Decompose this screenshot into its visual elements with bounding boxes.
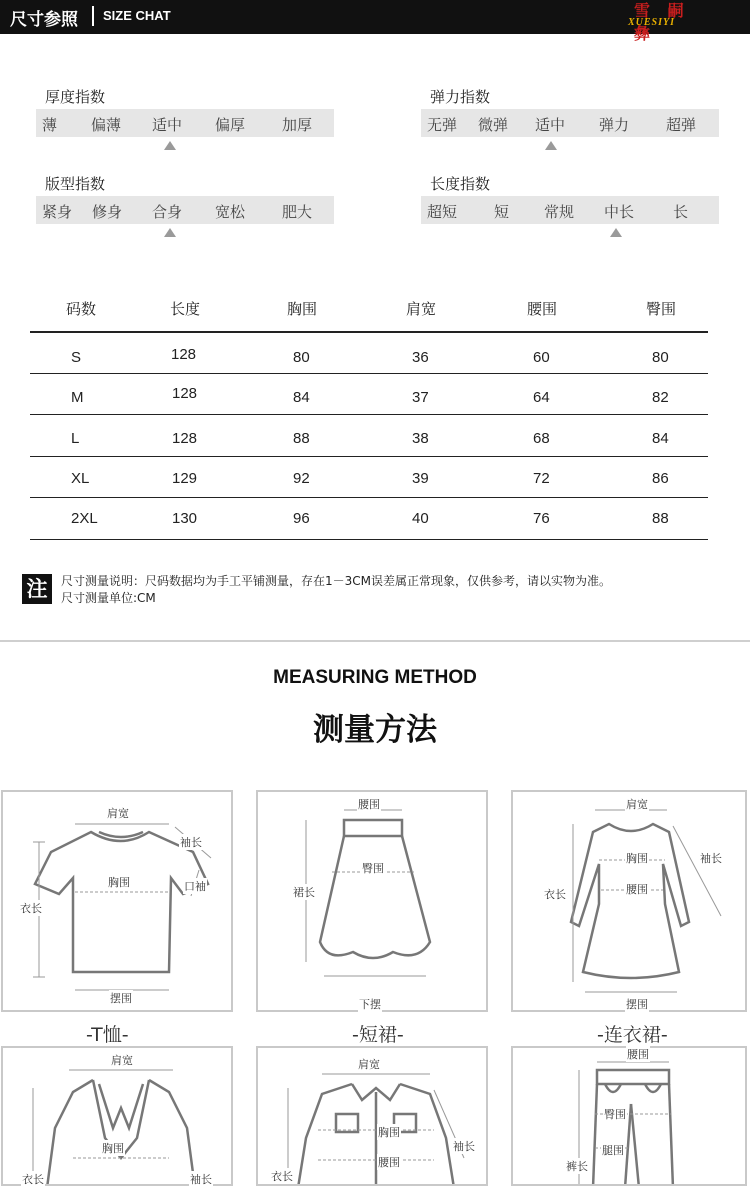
blazer-diagram-panel xyxy=(1,1046,233,1186)
trousers-diagram-panel xyxy=(511,1046,747,1186)
measure-label: 袖长 xyxy=(453,1140,475,1153)
table-cell: 128 xyxy=(172,430,198,447)
note-line-1: 尺寸测量说明：尺码数据均为手工平铺测量，存在1－3CM误差属正常现象，仅供参考，请以实物为准。 xyxy=(61,574,612,588)
table-cell: 36 xyxy=(412,349,429,366)
table-cell: XL xyxy=(71,470,90,487)
blazer-diagram-icon xyxy=(3,1048,231,1184)
measure-label: 胸围 xyxy=(378,1126,400,1139)
tshirt-caption: -T恤- xyxy=(86,1024,129,1046)
table-cell: 86 xyxy=(652,470,669,487)
fit-option: 修身 xyxy=(92,203,123,221)
thickness-option: 加厚 xyxy=(282,116,313,134)
measure-label: 胸围 xyxy=(626,852,648,865)
table-header-rule xyxy=(30,331,708,333)
measure-label: 口袖 xyxy=(184,880,206,893)
length-index-bar xyxy=(421,196,719,224)
table-cell: 96 xyxy=(293,510,310,527)
table-cell: 2XL xyxy=(71,510,98,527)
table-cell: 68 xyxy=(533,430,550,447)
measure-label: 衣长 xyxy=(544,888,566,901)
title-divider xyxy=(92,6,94,26)
table-cell: 39 xyxy=(412,470,429,487)
table-cell: 40 xyxy=(412,510,429,527)
measure-label: 腰围 xyxy=(378,1156,400,1169)
elasticity-index-title: 弹力指数 xyxy=(430,88,491,106)
tshirt-diagram-panel xyxy=(1,790,233,1012)
dress-diagram-panel xyxy=(511,790,747,1012)
measure-label: 腿围 xyxy=(602,1144,624,1157)
section-divider xyxy=(0,640,750,642)
thickness-option: 偏厚 xyxy=(215,116,246,134)
measure-label: 下摆 xyxy=(359,998,381,1011)
table-row-rule xyxy=(30,539,708,540)
table-cell: 128 xyxy=(171,346,197,363)
fit-index-bar xyxy=(36,196,334,224)
measure-label: 胸围 xyxy=(108,876,130,889)
table-cell: 84 xyxy=(652,430,669,447)
selected-marker-icon xyxy=(164,228,176,237)
length-option: 短 xyxy=(494,203,510,221)
fit-index-title: 版型指数 xyxy=(45,175,106,193)
table-cell: 88 xyxy=(293,430,310,447)
elasticity-option: 无弹 xyxy=(427,116,458,134)
elasticity-index-bar xyxy=(421,109,719,137)
thickness-option: 适中 xyxy=(152,116,183,134)
shirt-diagram-panel xyxy=(256,1046,488,1186)
table-cell: S xyxy=(71,349,82,366)
elasticity-option: 适中 xyxy=(535,116,566,134)
table-header: 臀围 xyxy=(646,300,677,318)
size-chart-subtitle: SIZE CHAT xyxy=(103,8,171,23)
measure-label: 胸围 xyxy=(102,1142,124,1155)
elasticity-option: 微弹 xyxy=(478,116,509,134)
trousers-diagram-icon xyxy=(513,1048,745,1184)
measure-label: 腰围 xyxy=(358,798,380,811)
thickness-option: 薄 xyxy=(42,116,58,134)
selected-marker-icon xyxy=(164,141,176,150)
table-cell: 64 xyxy=(533,389,550,406)
skirt-caption: -短裙- xyxy=(352,1024,404,1046)
measuring-method-title: MEASURING METHOD xyxy=(273,667,477,688)
selected-marker-icon xyxy=(610,228,622,237)
table-cell: 80 xyxy=(293,349,310,366)
table-cell: M xyxy=(71,389,84,406)
table-cell: 130 xyxy=(172,510,198,527)
table-row-rule xyxy=(30,497,708,498)
measure-label: 衣长 xyxy=(271,1170,293,1183)
length-option: 超短 xyxy=(427,203,458,221)
measure-label: 臀围 xyxy=(362,862,384,875)
selected-marker-icon xyxy=(545,141,557,150)
table-header: 胸围 xyxy=(287,300,318,318)
thickness-option: 偏薄 xyxy=(91,116,122,134)
length-option: 中长 xyxy=(604,203,635,221)
table-cell: 38 xyxy=(412,430,429,447)
table-row-rule xyxy=(30,373,708,374)
fit-option: 合身 xyxy=(152,203,183,221)
length-option: 长 xyxy=(673,203,689,221)
header-bar xyxy=(0,0,750,43)
measuring-method-title-cn: 测量方法 xyxy=(313,712,437,748)
brand-logo-en: XUESIYI xyxy=(628,17,676,28)
measure-label: 肩宽 xyxy=(626,798,648,811)
table-cell: 80 xyxy=(652,349,669,366)
length-index-title: 长度指数 xyxy=(430,175,491,193)
size-chart-title: 尺寸参照 xyxy=(10,10,78,30)
thickness-index-bar xyxy=(36,109,334,137)
table-cell: L xyxy=(71,430,80,447)
measure-label: 腰围 xyxy=(627,1048,649,1061)
table-header: 腰围 xyxy=(527,300,558,318)
measure-label: 衣长 xyxy=(22,1173,44,1186)
table-row-rule xyxy=(30,456,708,457)
measure-label: 袖长 xyxy=(190,1173,212,1186)
skirt-diagram-icon xyxy=(258,792,486,1010)
skirt-diagram-panel xyxy=(256,790,488,1012)
table-cell: 88 xyxy=(652,510,669,527)
measure-label: 袖长 xyxy=(700,852,722,865)
table-header: 肩宽 xyxy=(406,300,437,318)
table-cell: 84 xyxy=(293,389,310,406)
fit-option: 肥大 xyxy=(282,203,313,221)
fit-option: 宽松 xyxy=(215,203,246,221)
table-cell: 76 xyxy=(533,510,550,527)
measure-label: 摆围 xyxy=(110,992,132,1005)
brand-logo xyxy=(622,0,722,43)
elasticity-option: 超弹 xyxy=(666,116,697,134)
table-cell: 60 xyxy=(533,349,550,366)
table-cell: 129 xyxy=(172,470,198,487)
measure-label: 肩宽 xyxy=(358,1058,380,1071)
elasticity-option: 弹力 xyxy=(599,116,630,134)
measure-label: 裙长 xyxy=(293,886,315,899)
table-cell: 72 xyxy=(533,470,550,487)
fit-option: 紧身 xyxy=(42,203,73,221)
table-cell: 37 xyxy=(412,389,429,406)
table-cell: 82 xyxy=(652,389,669,406)
table-header: 长度 xyxy=(170,300,201,318)
measure-label: 衣长 xyxy=(20,902,42,915)
table-header: 码数 xyxy=(66,300,97,318)
thickness-index-title: 厚度指数 xyxy=(45,88,106,106)
measure-label: 肩宽 xyxy=(111,1054,133,1067)
measure-label: 袖长 xyxy=(180,836,202,849)
note-line-2: 尺寸测量单位:CM xyxy=(61,591,156,605)
measure-label: 裤长 xyxy=(566,1160,588,1173)
measure-label: 腰围 xyxy=(626,883,648,896)
brand-logo-cn: 雪 嗣 彝 xyxy=(634,1,690,43)
measure-label: 肩宽 xyxy=(107,807,129,820)
table-cell: 92 xyxy=(293,470,310,487)
note-badge: 注 xyxy=(22,574,52,604)
table-cell: 128 xyxy=(172,385,198,402)
measure-label: 摆围 xyxy=(626,998,648,1011)
measure-label: 臀围 xyxy=(604,1108,626,1121)
table-row-rule xyxy=(30,414,708,415)
dress-caption: -连衣裙- xyxy=(597,1024,668,1046)
length-option: 常规 xyxy=(544,203,575,221)
